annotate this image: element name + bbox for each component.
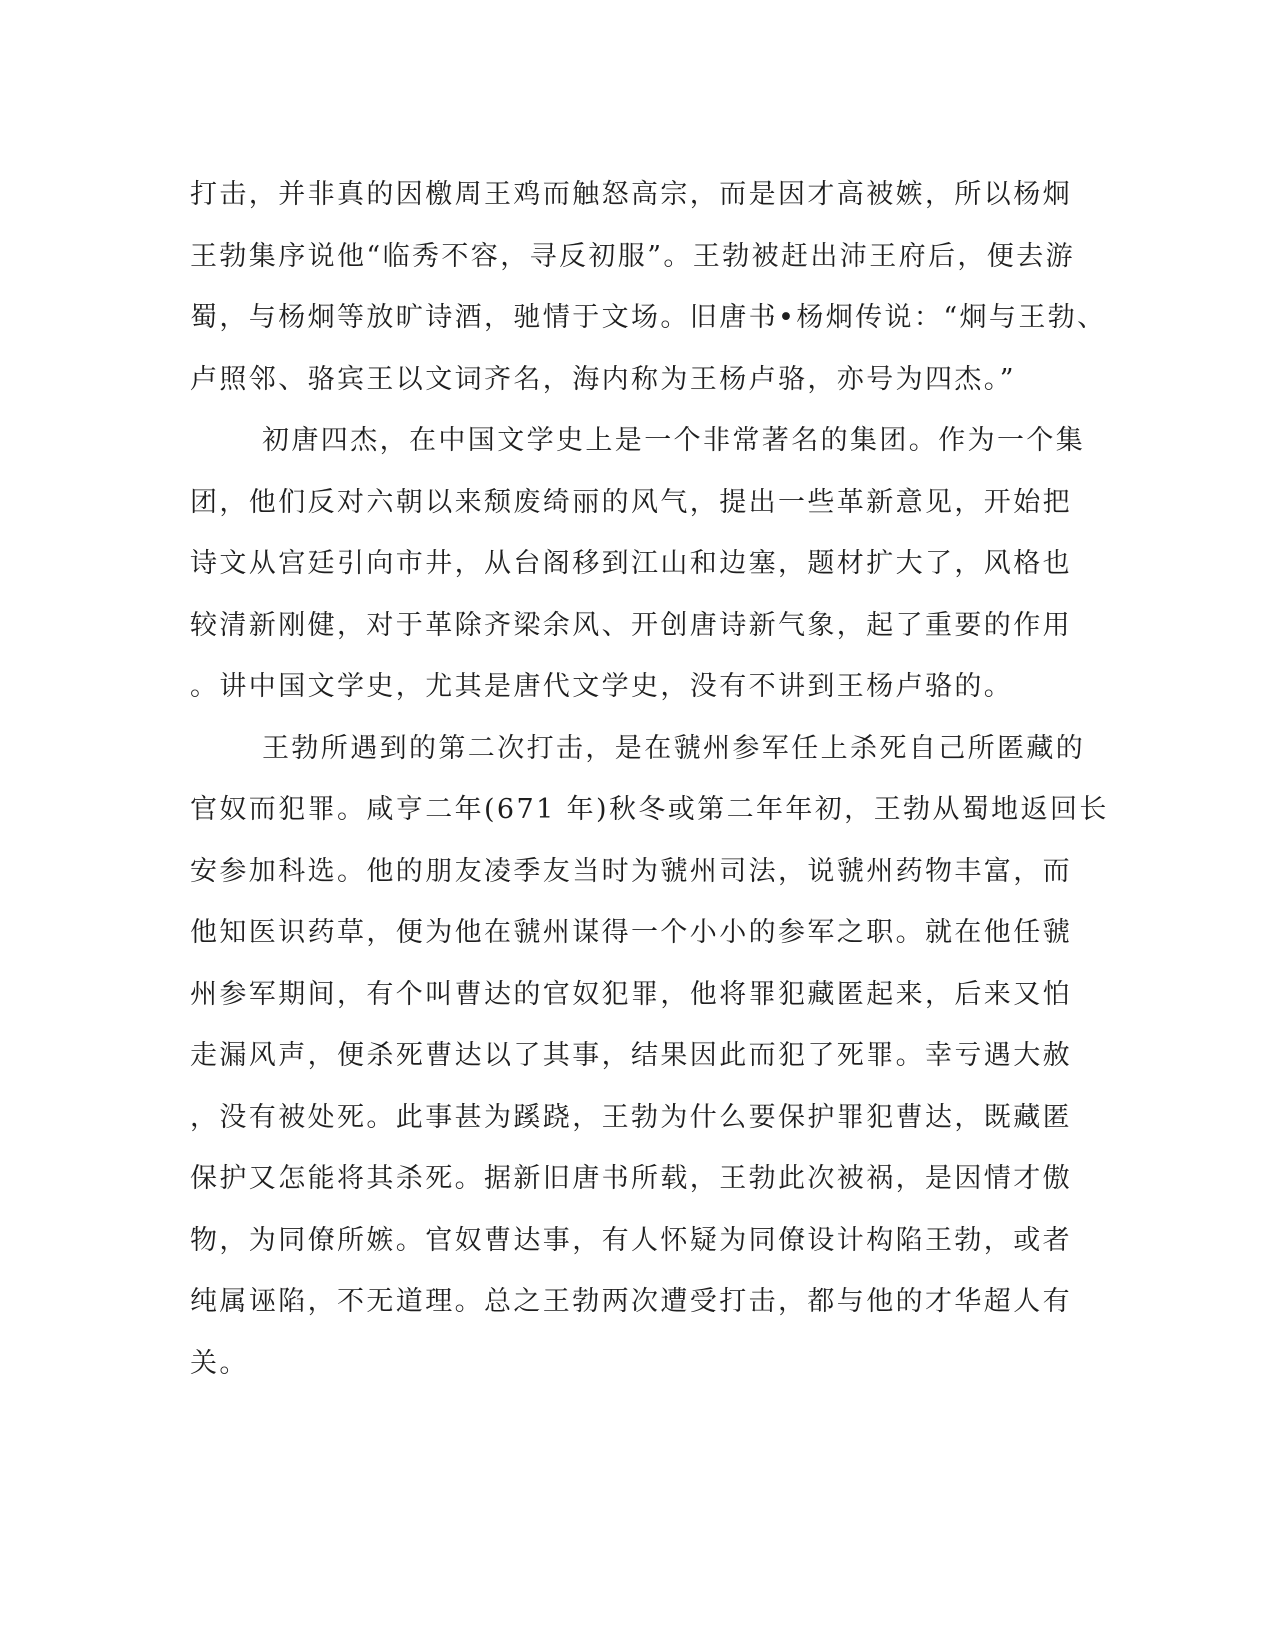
paragraph-first-line: 王勃所遇到的第二次打击，是在虢州参军任上杀死自己所匿藏的 [262, 732, 1086, 764]
text-line: 。讲中国文学史，尤其是唐代文学史，没有不讲到王杨卢骆的。 [190, 671, 1014, 702]
text-line: 团，他们反对六朝以来颓废绮丽的风气，提出一些革新意见，开始把 [190, 486, 1072, 518]
text-line: 保护又怎能将其杀死。据新旧唐书所载，王勃此次被祸，是因情才傲 [190, 1163, 1072, 1194]
body-text [190, 164, 1109, 1394]
text-line: 蜀，与杨炯等放旷诗酒，驰情于文场。旧唐书•杨炯传说：“炯与王勃、 [190, 302, 1107, 333]
text-line: 安参加科选。他的朋友凌季友当时为虢州司法，说虢州药物丰富，而 [190, 855, 1072, 887]
text-line: 纯属诬陷，不无道理。总之王勃两次遭受打击，都与他的才华超人有 [190, 1286, 1072, 1317]
text-line: 诗文从宫廷引向市井，从台阁移到江山和边塞，题材扩大了，风格也 [190, 548, 1072, 579]
text-line: 官奴而犯罪。咸亨二年(671 年)秋冬或第二年年初，王勃从蜀地返回长 [190, 794, 1109, 825]
text-line: 州参军期间，有个叫曹达的官奴犯罪，他将罪犯藏匿起来，后来又怕 [190, 978, 1072, 1010]
text-line: 王勃集序说他“临秀不容，寻反初服”。王勃被赶出沛王府后，便去游 [190, 240, 1076, 272]
text-line: ，没有被处死。此事甚为蹊跷，王勃为什么要保护罪犯曹达，既藏匿 [190, 1101, 1072, 1133]
text-line: 他知医识药草，便为他在虢州谋得一个小小的参军之职。就在他任虢 [190, 917, 1072, 948]
text-line: 打击，并非真的因檄周王鸡而触怒高宗，而是因才高被嫉，所以杨炯 [190, 179, 1072, 210]
text-line: 走漏风声，便杀死曹达以了其事，结果因此而犯了死罪。幸亏遇大赦 [190, 1040, 1072, 1071]
text-line: 较清新刚健，对于革除齐梁余风、开创唐诗新气象，起了重要的作用 [190, 609, 1072, 641]
paragraph-first-line: 初唐四杰，在中国文学史上是一个非常著名的集团。作为一个集 [262, 425, 1086, 456]
text-line: 关。 [190, 1347, 249, 1379]
text-line: 卢照邻、骆宾王以文词齐名，海内称为王杨卢骆，亦号为四杰。” [190, 363, 1016, 395]
text-line: 物，为同僚所嫉。官奴曹达事，有人怀疑为同僚设计构陷王勃，或者 [190, 1224, 1072, 1256]
